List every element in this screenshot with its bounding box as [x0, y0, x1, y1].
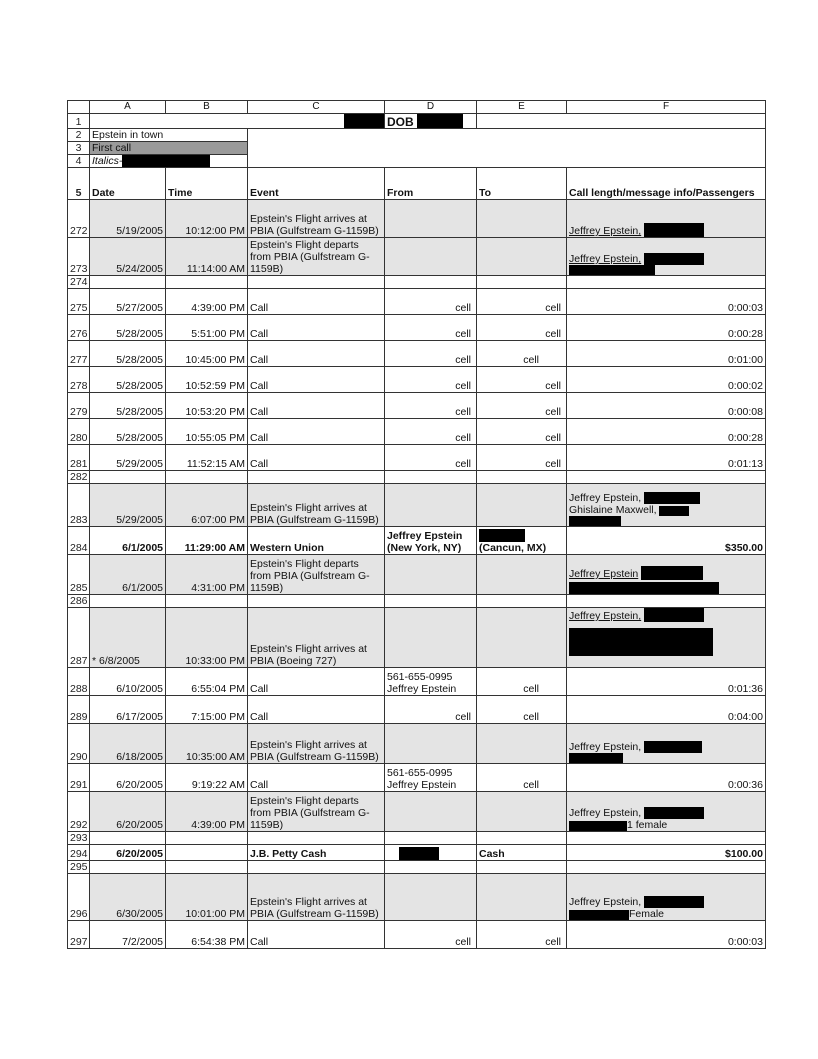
to-cell: [477, 724, 567, 764]
row-number: 1: [68, 114, 90, 129]
row-number: 275: [68, 289, 90, 315]
empty-cell: [248, 471, 385, 484]
date-cell: 5/19/2005: [90, 200, 166, 238]
table-row: [68, 393, 766, 419]
time-cell: 11:29:00 AM: [166, 527, 248, 555]
row-number: 5: [68, 168, 90, 200]
table-row: [68, 724, 766, 764]
empty-cell: [567, 471, 766, 484]
event-cell: Epstein's Flight arrives at PBIA (Gulfstream G-1159B): [248, 200, 385, 238]
time-cell: 4:39:00 PM: [166, 289, 248, 315]
time-cell: 10:45:00 PM: [166, 341, 248, 367]
column-letter: B: [166, 101, 248, 114]
amount-cell: $350.00: [567, 527, 766, 555]
from-cell: [385, 792, 477, 832]
event-cell: Western Union: [248, 527, 385, 555]
to-cell: [477, 393, 567, 419]
from-cell: [385, 200, 477, 238]
cell-label: cell: [455, 406, 471, 418]
empty-cell: [166, 595, 248, 608]
row-number: 276: [68, 315, 90, 341]
table-row: [68, 315, 766, 341]
empty-cell: [248, 832, 385, 845]
table-row: [68, 419, 766, 445]
redaction: [569, 628, 713, 656]
row-number: 287: [68, 608, 90, 668]
table-row: [68, 527, 766, 555]
passenger-text: Jeffrey Epstein,: [569, 807, 642, 819]
empty-cell: [385, 276, 477, 289]
call-length-cell: 0:01:00: [567, 341, 766, 367]
table-row: [68, 276, 766, 289]
redaction: [644, 492, 700, 504]
table-row: [68, 921, 766, 949]
to-cell: [477, 419, 567, 445]
date-cell: 6/1/2005: [90, 527, 166, 555]
from-cell: [385, 555, 477, 595]
event-cell: Epstein's Flight arrives at PBIA (Gulfstream G-1159B): [248, 874, 385, 921]
call-length-cell: 0:00:03: [567, 921, 766, 949]
from-cell: [385, 238, 477, 276]
empty-cell: [477, 114, 766, 129]
empty-cell: [385, 832, 477, 845]
event-cell: J.B. Petty Cash: [248, 845, 385, 861]
empty-cell: [248, 276, 385, 289]
redaction: [659, 506, 689, 516]
cell-label: cell: [455, 936, 471, 948]
table-row: [68, 555, 766, 595]
from-cell: [385, 921, 477, 949]
row-number: 281: [68, 445, 90, 471]
to-cell: [477, 668, 567, 696]
info-cell: [567, 608, 766, 668]
redaction: [344, 114, 384, 128]
legend-epstein-in-town: Epstein in town: [90, 129, 248, 142]
time-cell: 10:12:00 PM: [166, 200, 248, 238]
date-cell: 5/28/2005: [90, 393, 166, 419]
date-cell: 5/28/2005: [90, 419, 166, 445]
row-number: 291: [68, 764, 90, 792]
column-header-row: [68, 101, 766, 114]
to-cell: [477, 484, 567, 527]
date-cell: 5/24/2005: [90, 238, 166, 276]
to-cell: [477, 341, 567, 367]
date-cell: 7/2/2005: [90, 921, 166, 949]
event-cell: Epstein's Flight arrives at PBIA (Boeing 727): [248, 608, 385, 668]
date-cell: 6/18/2005: [90, 724, 166, 764]
to-cell: [477, 200, 567, 238]
cell-label: cell: [545, 302, 561, 314]
to-cell: [477, 315, 567, 341]
event-cell: Epstein's Flight departs from PBIA (Gulfstream G-1159B): [248, 238, 385, 276]
row-number: 277: [68, 341, 90, 367]
info-cell: [567, 874, 766, 921]
date-cell: 6/1/2005: [90, 555, 166, 595]
row-number: 296: [68, 874, 90, 921]
row-number: 297: [68, 921, 90, 949]
to-cell: [477, 289, 567, 315]
call-length-cell: 0:00:08: [567, 393, 766, 419]
from-cell: [385, 445, 477, 471]
row-number: 292: [68, 792, 90, 832]
date-cell: 5/27/2005: [90, 289, 166, 315]
row-number: 280: [68, 419, 90, 445]
from-cell: [385, 608, 477, 668]
row-number: 3: [68, 142, 90, 155]
legend-row: [68, 129, 766, 142]
table-row: [68, 367, 766, 393]
empty-cell: [385, 471, 477, 484]
cell-label: cell: [455, 432, 471, 444]
cell-label: cell: [455, 354, 471, 366]
event-cell: Call: [248, 419, 385, 445]
dob-label: DOB: [387, 115, 414, 129]
table-row: [68, 874, 766, 921]
date-cell: 5/28/2005: [90, 367, 166, 393]
time-cell: 10:55:05 PM: [166, 419, 248, 445]
info-cell: [567, 724, 766, 764]
table-row: [68, 238, 766, 276]
passenger-text: Jeffrey Epstein,: [569, 492, 642, 504]
row-number: 273: [68, 238, 90, 276]
table-row: [68, 792, 766, 832]
to-cell: [477, 874, 567, 921]
from-cell: [385, 419, 477, 445]
table-row: [68, 608, 766, 668]
legend-italics-text: Italics-: [92, 155, 123, 167]
date-cell: 5/29/2005: [90, 445, 166, 471]
time-cell: 10:52:59 PM: [166, 367, 248, 393]
row-number: 285: [68, 555, 90, 595]
event-cell: Call: [248, 764, 385, 792]
event-cell: Call: [248, 341, 385, 367]
event-cell: Call: [248, 315, 385, 341]
from-cell: [385, 696, 477, 724]
info-cell: [567, 555, 766, 595]
time-cell: 6:07:00 PM: [166, 484, 248, 527]
column-letter: A: [90, 101, 166, 114]
to-cell: [477, 921, 567, 949]
date-cell: 5/28/2005: [90, 341, 166, 367]
empty-cell: [477, 595, 567, 608]
date-cell: 5/29/2005: [90, 484, 166, 527]
row-number: 289: [68, 696, 90, 724]
row-1: [68, 114, 766, 129]
empty-cell: [90, 861, 166, 874]
from-cell: [385, 393, 477, 419]
event-cell: Call: [248, 367, 385, 393]
table-row: [68, 861, 766, 874]
call-length-cell: 0:00:36: [567, 764, 766, 792]
event-cell: Epstein's Flight departs from PBIA (Gulfstream G-1159B): [248, 555, 385, 595]
time-cell: 11:52:15 AM: [166, 445, 248, 471]
cell-label: cell: [455, 458, 471, 470]
from-cell: [385, 874, 477, 921]
empty-cell: [166, 276, 248, 289]
redaction: [644, 223, 704, 237]
passenger-text: Jeffrey Epstein,: [569, 896, 642, 908]
redaction: [644, 253, 704, 265]
corner-cell: [68, 101, 90, 114]
cell-label: cell: [523, 779, 539, 791]
empty-cell: [166, 832, 248, 845]
legend-italics: [90, 155, 248, 168]
cell-label: cell: [455, 302, 471, 314]
call-length-cell: 0:00:28: [567, 419, 766, 445]
empty-cell: [90, 832, 166, 845]
event-cell: Epstein's Flight arrives at PBIA (Gulfstream G-1159B): [248, 484, 385, 527]
table-row: [68, 341, 766, 367]
row-number: 272: [68, 200, 90, 238]
call-length-cell: 0:01:36: [567, 668, 766, 696]
empty-cell: [477, 832, 567, 845]
to-cell: [477, 608, 567, 668]
header-info: Call length/message info/Passengers: [567, 168, 766, 200]
from-cell: [385, 341, 477, 367]
empty-cell: [90, 276, 166, 289]
cell-label: cell: [523, 683, 539, 695]
empty-cell: [567, 276, 766, 289]
cell-label: cell: [523, 354, 539, 366]
table-row: [68, 668, 766, 696]
row-number: 279: [68, 393, 90, 419]
header-date: Date: [90, 168, 166, 200]
empty-cell: [166, 861, 248, 874]
date-cell: * 6/8/2005: [90, 608, 166, 668]
time-cell: 10:33:00 PM: [166, 608, 248, 668]
cell-label: cell: [545, 406, 561, 418]
to-cell: [477, 367, 567, 393]
passenger-text: Jeffrey Epstein,: [569, 225, 642, 237]
from-cell: [385, 484, 477, 527]
info-cell: [567, 200, 766, 238]
redaction: [399, 847, 439, 860]
empty-cell: [477, 861, 567, 874]
header-time: Time: [166, 168, 248, 200]
passenger-text: Jeffrey Epstein: [569, 568, 639, 580]
passenger-text: 1 female: [627, 819, 668, 831]
row-number: 293: [68, 832, 90, 845]
table-row: [68, 289, 766, 315]
empty-cell: [567, 861, 766, 874]
from-cell: [385, 724, 477, 764]
row-number: 274: [68, 276, 90, 289]
column-letter: F: [567, 101, 766, 114]
time-cell: 4:39:00 PM: [166, 792, 248, 832]
column-letter: E: [477, 101, 567, 114]
table-row: [68, 832, 766, 845]
time-cell: 5:51:00 PM: [166, 315, 248, 341]
cell-label: cell: [523, 711, 539, 723]
redaction: [569, 821, 627, 831]
date-cell: 6/30/2005: [90, 874, 166, 921]
cell-label: cell: [455, 711, 471, 723]
passenger-text: Female: [629, 908, 665, 920]
call-log-spreadsheet: [67, 100, 766, 949]
from-cell: 561-655-0995 Jeffrey Epstein: [385, 668, 477, 696]
cell-label: cell: [545, 458, 561, 470]
empty-cell: [166, 471, 248, 484]
time-cell: 7:15:00 PM: [166, 696, 248, 724]
dob-cell: [385, 114, 477, 129]
time-cell: 10:01:00 PM: [166, 874, 248, 921]
time-cell: 4:31:00 PM: [166, 555, 248, 595]
legend-first-call: First call: [90, 142, 248, 155]
redaction: [644, 741, 702, 753]
date-cell: 6/20/2005: [90, 764, 166, 792]
row-number: 278: [68, 367, 90, 393]
time-cell: 10:53:20 PM: [166, 393, 248, 419]
passenger-text: Jeffrey Epstein,: [569, 741, 642, 753]
time-cell: 10:35:00 AM: [166, 724, 248, 764]
event-cell: Epstein's Flight departs from PBIA (Gulfstream G-1159B): [248, 792, 385, 832]
to-cell: [477, 445, 567, 471]
time-cell: [166, 845, 248, 861]
table-row: [68, 445, 766, 471]
amount-cell: $100.00: [567, 845, 766, 861]
time-cell: 11:14:00 AM: [166, 238, 248, 276]
from-cell: [385, 315, 477, 341]
event-cell: Call: [248, 921, 385, 949]
passenger-text: Ghislaine Maxwell,: [569, 504, 657, 516]
redaction: [569, 516, 621, 526]
passenger-text: Jeffrey Epstein,: [569, 610, 642, 622]
event-cell: Call: [248, 393, 385, 419]
column-letter: C: [248, 101, 385, 114]
table-row: [68, 845, 766, 861]
to-cell: [477, 764, 567, 792]
empty-cell: [385, 595, 477, 608]
info-cell: [567, 792, 766, 832]
empty-cell: [477, 471, 567, 484]
from-cell: [385, 845, 477, 861]
row-number: 294: [68, 845, 90, 861]
empty-cell: [567, 832, 766, 845]
to-text: (Cancun, MX): [479, 542, 547, 554]
date-cell: 5/28/2005: [90, 315, 166, 341]
to-cell: Cash: [477, 845, 567, 861]
redaction: [122, 155, 210, 167]
event-cell: Call: [248, 289, 385, 315]
call-length-cell: 0:00:03: [567, 289, 766, 315]
legend-blank: [248, 129, 766, 168]
redaction: [569, 753, 623, 763]
table-row: [68, 200, 766, 238]
row-number: 2: [68, 129, 90, 142]
empty-cell: [385, 861, 477, 874]
call-length-cell: 0:01:13: [567, 445, 766, 471]
cell-label: cell: [455, 328, 471, 340]
cell-label: cell: [545, 936, 561, 948]
event-cell: Call: [248, 668, 385, 696]
cell-label: cell: [545, 432, 561, 444]
to-cell: [477, 792, 567, 832]
row-number: 290: [68, 724, 90, 764]
empty-cell: [567, 595, 766, 608]
header-row: [68, 168, 766, 200]
row-number: 283: [68, 484, 90, 527]
call-length-cell: 0:04:00: [567, 696, 766, 724]
empty-cell: [90, 471, 166, 484]
empty-cell: [90, 595, 166, 608]
event-cell: Call: [248, 445, 385, 471]
passenger-text: Jeffrey Epstein,: [569, 253, 642, 265]
row-number: 286: [68, 595, 90, 608]
header-to: To: [477, 168, 567, 200]
time-cell: 9:19:22 AM: [166, 764, 248, 792]
header-from: From: [385, 168, 477, 200]
to-cell: [477, 238, 567, 276]
info-cell: [567, 484, 766, 527]
table-row: [68, 471, 766, 484]
title-cell: [90, 114, 385, 129]
row-number: 282: [68, 471, 90, 484]
date-cell: 6/10/2005: [90, 668, 166, 696]
info-cell: [567, 238, 766, 276]
column-letter: D: [385, 101, 477, 114]
cell-label: cell: [545, 380, 561, 392]
redaction: [569, 265, 655, 275]
to-cell: [477, 527, 567, 555]
date-cell: 6/20/2005: [90, 845, 166, 861]
event-cell: Call: [248, 696, 385, 724]
empty-cell: [248, 595, 385, 608]
row-number: 4: [68, 155, 90, 168]
redaction: [644, 608, 704, 622]
event-cell: Epstein's Flight arrives at PBIA (Gulfstream G-1159B): [248, 724, 385, 764]
redaction: [417, 114, 463, 128]
to-cell: [477, 555, 567, 595]
table-row: [68, 595, 766, 608]
to-cell: [477, 696, 567, 724]
table-row: [68, 696, 766, 724]
from-cell: 561-655-0995 Jeffrey Epstein: [385, 764, 477, 792]
redaction: [641, 566, 703, 580]
empty-cell: [477, 276, 567, 289]
redaction: [569, 582, 719, 594]
from-cell: Jeffrey Epstein (New York, NY): [385, 527, 477, 555]
row-number: 284: [68, 527, 90, 555]
redaction: [479, 529, 525, 542]
table-row: [68, 764, 766, 792]
time-cell: 6:55:04 PM: [166, 668, 248, 696]
from-cell: [385, 289, 477, 315]
row-number: 295: [68, 861, 90, 874]
date-cell: 6/17/2005: [90, 696, 166, 724]
redaction: [644, 807, 704, 819]
table-row: [68, 484, 766, 527]
cell-label: cell: [455, 380, 471, 392]
empty-cell: [248, 861, 385, 874]
time-cell: 6:54:38 PM: [166, 921, 248, 949]
call-length-cell: 0:00:28: [567, 315, 766, 341]
from-cell: [385, 367, 477, 393]
redaction: [569, 910, 629, 920]
call-length-cell: 0:00:02: [567, 367, 766, 393]
cell-label: cell: [545, 328, 561, 340]
redaction: [644, 896, 704, 908]
date-cell: 6/20/2005: [90, 792, 166, 832]
row-number: 288: [68, 668, 90, 696]
header-event: Event: [248, 168, 385, 200]
